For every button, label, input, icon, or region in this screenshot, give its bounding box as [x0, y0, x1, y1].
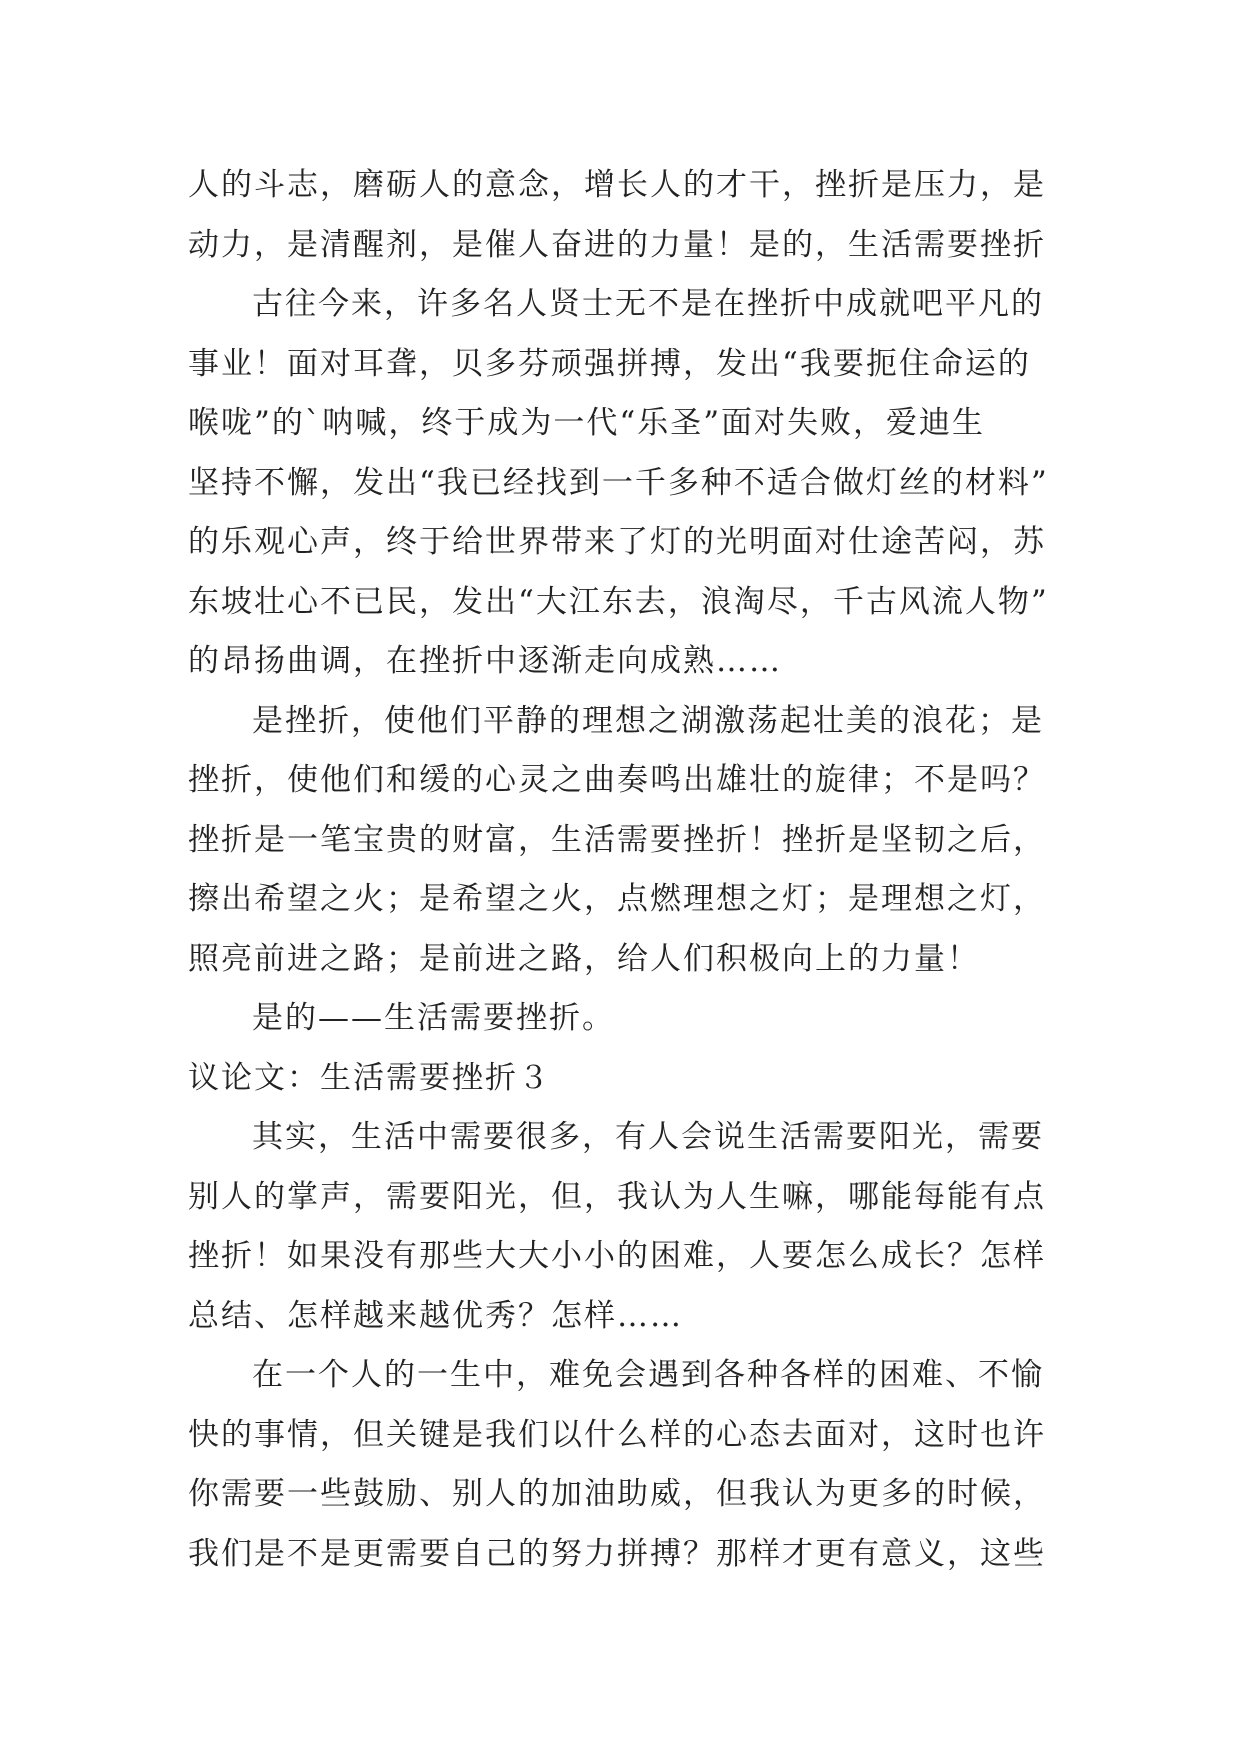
text-line: 坚持不懈，发出“我已经找到一千多种不适合做灯丝的材料” — [188, 464, 1049, 501]
text-line: 挫折是一笔宝贵的财富，生活需要挫折！挫折是坚韧之后， — [188, 821, 1046, 858]
text-line: 事业！面对耳聋，贝多芬顽强拼搏，发出“我要扼住命运的 — [188, 345, 1031, 382]
text-line: 在一个人的一生中，难免会遇到各种各样的困难、不愉 — [252, 1357, 1044, 1393]
text-line: 喉咙”的`呐喊，终于成为一代“乐圣”面对失败，爱迪生 — [188, 405, 986, 441]
text-line: 你需要一些鼓励、别人的加油助威，但我认为更多的时候， — [188, 1476, 1046, 1512]
text-line: 总结、怎样越来越优秀？怎样…… — [188, 1297, 683, 1334]
text-line: 我们是不是更需要自己的努力拼搏？那样才更有意义，这些 — [188, 1535, 1046, 1572]
text-line: 是挫折，使他们平静的理想之湖激荡起壮美的浪花；是 — [252, 702, 1044, 739]
essay-text — [188, 156, 1063, 1584]
text-line: 照亮前进之路；是前进之路，给人们积极向上的力量！ — [188, 940, 980, 977]
text-line: 其实，生活中需要很多，有人会说生活需要阳光，需要 — [252, 1119, 1044, 1155]
text-line: 是的——生活需要挫折。 — [252, 1000, 615, 1036]
text-line: 动力，是清醒剂，是催人奋进的力量！是的，生活需要挫折 — [188, 226, 1046, 263]
text-line: 擦出希望之火；是希望之火，点燃理想之灯；是理想之灯， — [188, 881, 1046, 917]
section-heading: 议论文：生活需要挫折３ — [188, 1059, 551, 1096]
text-line: 的昂扬曲调，在挫折中逐渐走向成熟…… — [188, 643, 782, 679]
text-line: 别人的掌声，需要阳光，但，我认为人生嘛，哪能每能有点 — [188, 1178, 1046, 1215]
text-line: 古往今来，许多名人贤士无不是在挫折中成就吧平凡的 — [252, 286, 1044, 322]
text-line: 人的斗志，磨砺人的意念，增长人的才干，挫折是压力，是 — [188, 167, 1046, 203]
text-line: 的乐观心声，终于给世界带来了灯的光明面对仕途苦闷，苏 — [188, 524, 1046, 560]
text-line: 挫折，使他们和缓的心灵之曲奏鸣出雄壮的旋律；不是吗？ — [188, 762, 1046, 798]
text-line: 东坡壮心不已民，发出“大江东去，浪淘尽，千古风流人物” — [188, 583, 1049, 620]
text-line: 挫折！如果没有那些大大小小的困难，人要怎么成长？怎样 — [188, 1238, 1046, 1274]
text-line: 快的事情，但关键是我们以什么样的心态去面对，这时也许 — [188, 1416, 1046, 1453]
